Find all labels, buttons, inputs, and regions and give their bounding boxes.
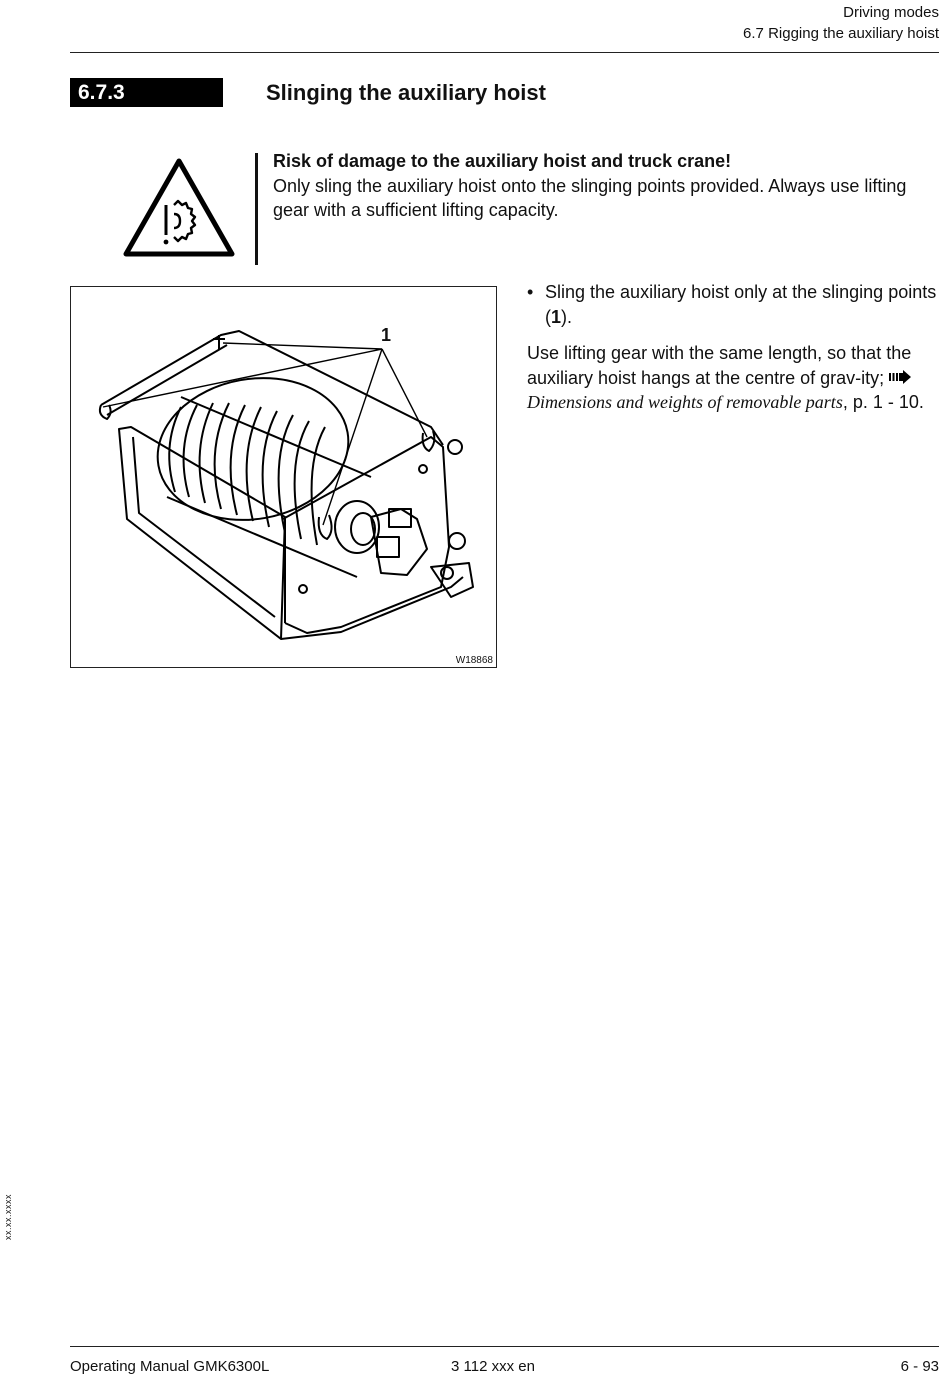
footer-manual-title: Operating Manual GMK6300L — [70, 1358, 270, 1375]
warning-block — [273, 149, 945, 223]
side-date-mark: xx.xx.xxxx — [3, 1193, 13, 1240]
auxiliary-hoist-drawing — [71, 287, 496, 667]
footer-document-number: 3 112 xxx en — [451, 1358, 535, 1375]
footer-rule — [70, 1346, 939, 1347]
section-title: Slinging the auxiliary hoist — [266, 80, 546, 105]
figure-code: W18868 — [455, 655, 493, 666]
warning-bar — [255, 153, 258, 265]
machine-damage-warning-icon — [122, 157, 236, 264]
header-chapter: Driving modes — [843, 4, 939, 21]
callout-ref: 1 — [551, 306, 562, 327]
instruction-paragraph: Use lifting gear with the same length, so that the auxiliary hoist hangs at the centre of grav-ity; Dimensions and weights of removable parts, p. 1 - 10. — [527, 343, 924, 412]
hoist-figure — [70, 286, 497, 668]
cross-reference-link[interactable]: Dimensions and weights of removable parts — [527, 392, 843, 412]
cross-reference-arrow-icon — [889, 370, 911, 384]
bullet-text: Sling the auxiliary hoist only at the slinging points (1). — [545, 282, 937, 327]
running-header — [743, 2, 939, 44]
header-section: 6.7 Rigging the auxiliary hoist — [743, 25, 939, 42]
section-number: 6.7.3 — [70, 78, 223, 107]
warning-text: Only sling the auxiliary hoist onto the slinging points provided. Always use lifting gear with a sufficient lifting capacity. — [273, 175, 907, 220]
instructions — [527, 280, 942, 415]
figure-callout: 1 — [381, 325, 392, 345]
list-item — [527, 280, 942, 329]
header-rule — [70, 52, 939, 53]
footer-page-number: 6 - 93 — [900, 1358, 939, 1375]
warning-heading: Risk of damage to the auxiliary hoist and truck crane! — [273, 151, 732, 171]
bullet-dot: • — [527, 282, 534, 302]
